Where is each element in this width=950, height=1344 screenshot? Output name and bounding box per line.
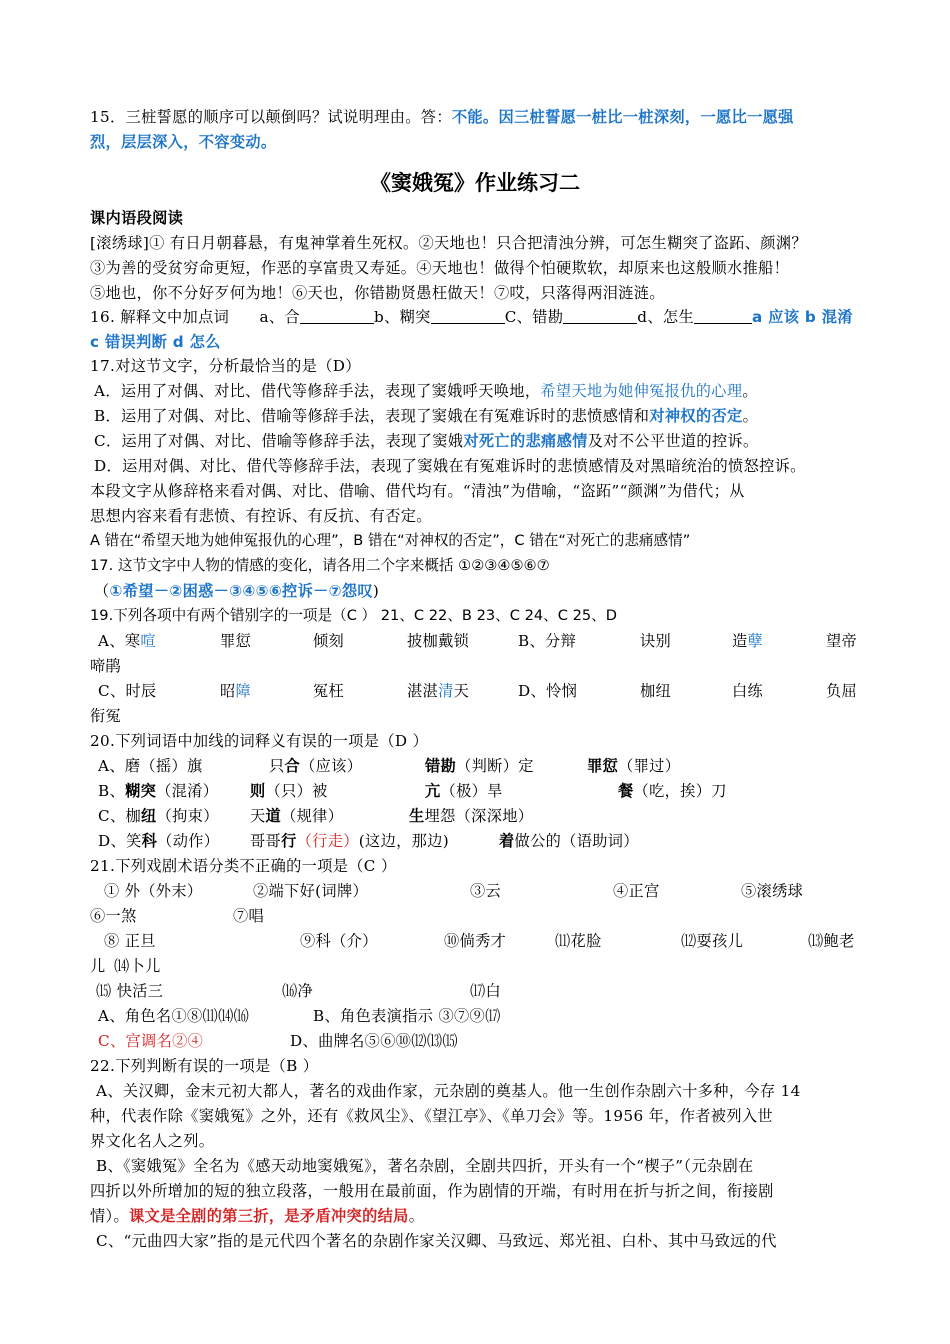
q16-answer-2: c 错误判断 d 怎么 <box>90 333 221 351</box>
q17-explain-3: A 错在“希望天地为她伸冤报仇的心理”，B 错在“对神权的否定”，C 错在“对死亡的悲痛感情” <box>90 532 691 549</box>
q22-option-a-line-3: 界文化名人之列。 <box>90 1132 215 1150</box>
q20-d-2 <box>250 830 449 852</box>
q20-a-2 <box>269 755 362 777</box>
passage-line-3: ⑤地也，你不分好歹何为地！⑥天也，你错勘贤愚枉做天！⑦哎，只落得两泪涟涟。 <box>90 284 665 302</box>
q21-item-12: ⑿耍孩儿 <box>681 932 744 950</box>
q19-b-4: 望帝 <box>826 632 858 650</box>
q17-explain-1: 本段文字从修辞格来看对偶、对比、借喻、借代均有。“清浊”为借喻，“盗跖”“颜渊”为借代；从 <box>90 482 745 500</box>
q17-option-a-end: 。 <box>742 382 758 400</box>
q20-c-3 <box>409 805 533 827</box>
q19-a-prefix: A、寒 <box>98 632 141 650</box>
q22-option-b-line-3-pre: 情）。 <box>90 1207 130 1225</box>
q20-b-2 <box>250 780 328 802</box>
q17-option-d: D．运用对偶、对比、借代等修辞手法，表现了窦娥在有冤难诉时的悲愤感情及对黑暗统治的愤怒控诉。 <box>94 457 806 475</box>
q21-option-c: C、宫调名②④ <box>98 1032 204 1050</box>
q20-c-3-gloss: 埋怨（深深地） <box>424 807 534 825</box>
q19-b-3-mark: 孽 <box>747 632 764 650</box>
q22-option-c-line-1: C、“元曲四大家”指的是元代四个著名的杂剧作家关汉卿、马致远、郑光祖、白朴、其中马致远的代 <box>96 1232 777 1250</box>
q19-a-mark: 喧 <box>140 632 156 650</box>
q20-c-2-word: 道 <box>265 807 282 825</box>
q19-c-1: C、时辰 <box>98 682 157 700</box>
q21-item-4: ④正宫 <box>613 882 660 900</box>
q19-b-1: B、分辩 <box>518 632 577 650</box>
q16-answer-1: a 应该 b 混淆 <box>751 308 853 326</box>
q20-a-2-pre: 只 <box>269 757 285 775</box>
q22-option-b-line-3 <box>90 1205 424 1227</box>
q21-item-11: ⑾花脸 <box>555 932 602 950</box>
q17-option-b-text: B．运用了对偶、对比、借喻等修辞手法，表现了窦娥在有冤难诉时的悲愤感情和 <box>94 407 650 425</box>
q19-b-2: 诀别 <box>640 632 672 650</box>
q20-b-3-gloss: （极）旱 <box>440 782 503 800</box>
q16-blank-b[interactable] <box>431 309 505 324</box>
q20-a-3-gloss: （判断）定 <box>456 757 534 775</box>
q15-answer-2: 烈，层层深入，不容变动。 <box>90 133 277 151</box>
q15-question: 15．三桩誓愿的顺序可以颠倒吗？试说明理由。答： <box>90 108 452 126</box>
q22-option-b-line-1: B、《窦娥冤》全名为《感天动地窦娥冤》，著名杂剧，全剧共四折，开头有一个“楔子”（元杂剧在 <box>96 1157 754 1175</box>
q20-a-3 <box>425 755 534 777</box>
q20-b-4-gloss: （吃，挨）刀 <box>633 782 727 800</box>
q19-b-3 <box>732 630 763 652</box>
q17-option-a-text: A．运用了对偶、对比、借代等修辞手法，表现了窦娥呼天唤地， <box>94 382 541 400</box>
q21-stem: 21.下列戏剧术语分类不正确的一项是（C ） <box>90 857 397 875</box>
q16-item-c: C、错勘 <box>504 308 564 326</box>
q22-stem: 22.下列判断有误的一项是（B ） <box>90 1057 319 1075</box>
q20-a-3-word: 错勘 <box>425 757 457 775</box>
q17-option-a <box>94 380 758 402</box>
q17-stem: 17.对这节文字，分析最恰当的是（D） <box>90 357 361 375</box>
q18-open: （ <box>94 582 110 600</box>
q19-stem: 19.下列各项中有两个错别字的一项是（C ） 21、C 22、B 23、C 24、C 25、D <box>90 607 617 624</box>
q21-item-2: ②端下好(词牌） <box>253 882 369 900</box>
q20-b-1-gloss: （混淆） <box>156 782 219 800</box>
q19-a-2: 罪愆 <box>220 632 252 650</box>
q18-close: ) <box>372 582 380 600</box>
q22-option-a-line-1: A、关汉卿，金末元初大都人，著名的戏曲作家，元杂剧的奠基人。他一生创作杂剧六十多种，今存 14 <box>96 1082 801 1100</box>
q21-item-17: ⒄白 <box>470 982 502 1000</box>
q19-d-4-wrap: 衔冤 <box>90 707 122 725</box>
q19-c-2-text: 昭 <box>220 682 236 700</box>
q20-d-2-word: 行 <box>281 832 297 850</box>
page-title: 《窦娥冤》作业练习二 <box>370 170 580 195</box>
q20-b-3 <box>425 780 503 802</box>
q20-a-4-gloss: （罪过） <box>618 757 681 775</box>
q21-item-13-wrap: 儿 <box>90 957 106 975</box>
q17-option-a-mark: 希望天地为她伸冤报仇的心理 <box>540 382 743 400</box>
q20-a-1: A、磨（摇）旗 <box>98 757 203 775</box>
q20-a-2-gloss: （应该） <box>300 757 363 775</box>
q15-answer-1: 不能。因三桩誓愿一桩比一桩深刻，一愿比一愿强 <box>451 108 794 126</box>
q20-d-1 <box>98 830 219 852</box>
q16-line-1 <box>90 306 853 328</box>
q20-c-2 <box>250 805 343 827</box>
q20-d-2-gloss: （行走） <box>296 832 359 850</box>
q18-answer: ①希望－②困惑－③④⑤⑥控诉－⑦怨叹 <box>109 582 373 600</box>
q19-d-1: D、怜悯 <box>518 682 578 700</box>
q21-item-15: ⒂ 快活三 <box>96 982 164 1000</box>
q22-option-b-mark: 课文是全剧的第三折，是矛盾冲突的结局 <box>129 1207 409 1225</box>
q17-explain-2: 思想内容来看有悲愤、有控诉、有反抗、有否定。 <box>90 507 432 525</box>
q21-item-5: ⑤滚绣球 <box>741 882 804 900</box>
q20-b-1-pre: B、 <box>98 782 126 800</box>
q21-option-d: D、曲牌名⑤⑥⑩⑿⒀⒂ <box>290 1032 458 1050</box>
q21-item-8: ⑧ 正旦 <box>104 932 156 950</box>
q19-c-4-mark: 清 <box>438 682 454 700</box>
q20-d-2-extra: (这边，那边) <box>358 832 450 850</box>
q21-item-10: ⑩倘秀才 <box>444 932 507 950</box>
q16-item-a: a、合 <box>259 308 301 326</box>
q17-option-c <box>94 430 759 452</box>
passage-line-1: [滚绣球]① 有日月朝暮悬，有鬼神掌着生死权。②天地也！只合把清浊分辨，可怎生糊突了盗跖、颜渊？ <box>90 234 807 252</box>
q20-c-2-pre: 天 <box>250 807 266 825</box>
q17-option-b-end: 。 <box>742 407 759 425</box>
q21-item-6: ⑥一煞 <box>90 907 137 925</box>
q18-answer-line <box>94 580 379 602</box>
q17-option-c-end: 及对不公平世道的控诉。 <box>587 432 759 450</box>
q15-line-1 <box>90 106 794 128</box>
q20-c-2-gloss: （规律） <box>281 807 344 825</box>
passage-line-2: ③为善的受贫穷命更短，作恶的享富贵又寿延。④天地也！做得个怕硬欺软，却原来也这般顺水推船！ <box>90 259 790 277</box>
q16-stem: 16. 解释文中加点词 <box>90 308 230 326</box>
q21-option-a: A、角色名①⑧⑾⒁⒃ <box>98 1007 250 1025</box>
q20-d-3 <box>499 830 639 852</box>
q16-item-d: d、怎生 <box>637 308 694 326</box>
q20-b-2-gloss: （只）被 <box>265 782 328 800</box>
q16-blank-d[interactable] <box>694 309 752 324</box>
q17-option-c-text: C．运用了对偶、对比、借喻等修辞手法，表现了窦娥 <box>94 432 464 450</box>
q16-blank-a[interactable] <box>300 309 374 324</box>
q19-d-3: 白练 <box>732 682 764 700</box>
q19-b-4-wrap: 啼鹃 <box>90 657 122 675</box>
q19-a-4: 披枷戴锁 <box>407 632 470 650</box>
q21-item-1: ① 外（外末） <box>104 882 203 900</box>
q20-b-2-word: 则 <box>250 782 266 800</box>
q20-b-1 <box>98 780 218 802</box>
q20-b-4 <box>618 780 727 802</box>
q19-c-2 <box>220 680 251 702</box>
q20-a-4-word: 罪愆 <box>587 757 619 775</box>
q21-item-3: ③云 <box>470 882 502 900</box>
q22-option-b-line-3-end: 。 <box>408 1207 425 1225</box>
q20-stem: 20.下列词语中加线的词释义有误的一项是（D ） <box>90 732 429 750</box>
q17-option-b-mark: 对神权的否定 <box>649 407 743 425</box>
q20-a-2-word: 合 <box>284 757 301 775</box>
q16-item-b: b、糊突 <box>374 308 431 326</box>
q21-item-9: ⑨科（介） <box>300 932 378 950</box>
q20-c-1-pre: C、枷 <box>98 807 142 825</box>
section-heading: 课内语段阅读 <box>90 209 184 227</box>
q21-item-14: ⒁卜儿 <box>114 957 161 975</box>
q17-option-b <box>94 405 758 427</box>
q19-c-2-mark: 障 <box>235 682 252 700</box>
q21-item-7: ⑦唱 <box>233 907 265 925</box>
q20-c-3-word: 生 <box>409 807 425 825</box>
q20-a-4 <box>587 755 680 777</box>
q20-c-1 <box>98 805 219 827</box>
q20-d-1-pre: D、笑 <box>98 832 142 850</box>
q20-d-1-gloss: （动作） <box>157 832 220 850</box>
q20-b-3-word: 亢 <box>425 782 441 800</box>
q15-line-2 <box>90 131 276 153</box>
q20-d-3-gloss: 做公的（语助词） <box>514 832 639 850</box>
q22-option-a-line-2: 种，代表作除《窦娥冤》之外，还有《救风尘》、《望江亭》、《单刀会》等。1956 年，作者被列入世 <box>90 1107 773 1125</box>
q19-c-4-text: 湛湛 <box>407 682 439 700</box>
q19-d-2: 枷纽 <box>640 682 672 700</box>
q19-d-4: 负屈 <box>826 682 858 700</box>
q20-d-1-word: 科 <box>141 832 158 850</box>
q20-c-1-word: 纽 <box>141 807 157 825</box>
q19-row1 <box>98 630 156 652</box>
q21-item-16: ⒃净 <box>282 982 314 1000</box>
q17-option-c-mark: 对死亡的悲痛感情 <box>463 432 588 450</box>
q20-b-4-word: 餐 <box>618 782 634 800</box>
q20-b-1-word: 糊突 <box>125 782 157 800</box>
q20-d-3-word: 着 <box>499 832 515 850</box>
q19-b-3-text: 造 <box>732 632 748 650</box>
q21-item-13: ⒀鲍老 <box>808 932 855 950</box>
q16-line-2 <box>90 331 221 353</box>
q16-blank-c[interactable] <box>563 309 637 324</box>
q20-d-2-pre: 哥哥 <box>250 832 282 850</box>
q18-stem: 17. 这节文字中人物的情感的变化，请各用二个字来概括 ①②③④⑤⑥⑦ <box>90 557 550 574</box>
q19-c-3: 冤枉 <box>313 682 345 700</box>
q22-option-b-line-2: 四折以外所增加的短的独立段落，一般用在最前面，作为剧情的开端，有时用在折与折之间，衔接剧 <box>90 1182 774 1200</box>
q19-c-4 <box>407 680 469 702</box>
q19-c-4-end: 天 <box>453 682 470 700</box>
q20-c-1-gloss: （拘束） <box>156 807 219 825</box>
q19-a-3: 倾刻 <box>313 632 345 650</box>
q21-option-b: B、角色表演指示 ③⑦⑨⒄ <box>313 1007 501 1025</box>
